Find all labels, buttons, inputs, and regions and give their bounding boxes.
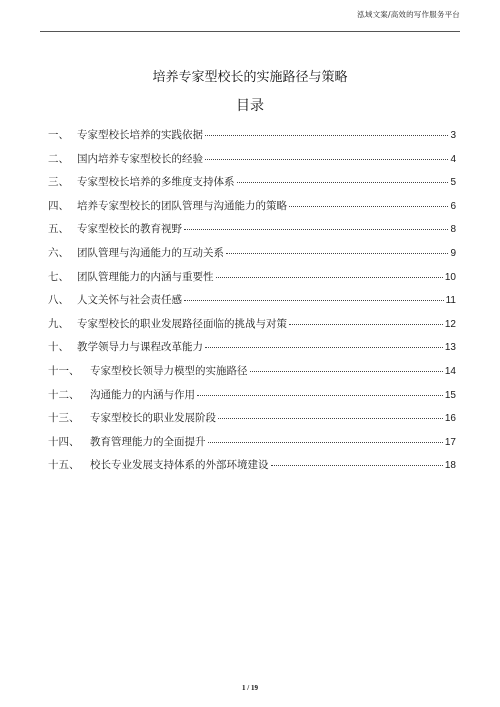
toc-entry-page[interactable]: 15: [444, 389, 456, 401]
toc-leader-dots: [237, 182, 449, 183]
toc-entry[interactable]: [48, 292, 456, 316]
toc-entry-number: 十三、: [48, 412, 80, 425]
toc-entry-number: 三、: [48, 176, 69, 189]
toc-entry[interactable]: [48, 434, 456, 458]
toc-entry-number: 一、: [48, 129, 69, 141]
toc-heading: 目录: [236, 98, 264, 114]
toc-leader-dots: [289, 206, 448, 207]
toc-entry-page[interactable]: 8: [450, 224, 456, 236]
toc-leader-dots: [205, 347, 443, 348]
header-divider: [40, 31, 460, 32]
toc-entry[interactable]: [48, 457, 456, 481]
toc-leader-dots: [289, 324, 443, 325]
toc-leader-dots: [197, 395, 443, 396]
toc-entry[interactable]: [48, 339, 456, 363]
toc-entry-page[interactable]: 9: [450, 247, 456, 259]
toc-entry[interactable]: [48, 363, 456, 387]
toc-entry[interactable]: [48, 174, 456, 198]
toc-entry-number: 十二、: [48, 388, 80, 401]
toc-entry-page[interactable]: 3: [450, 130, 456, 141]
toc-entry-page[interactable]: 13: [444, 342, 456, 354]
toc-leader-dots: [205, 159, 448, 160]
toc-entry-title[interactable]: 专家型校长的教育视野: [77, 223, 182, 236]
toc-entry-number: 八、: [48, 294, 69, 307]
toc-entry-page[interactable]: 17: [444, 436, 456, 448]
toc-entry[interactable]: [48, 316, 456, 340]
toc-entry[interactable]: [48, 245, 456, 269]
toc-entry-number: 十一、: [48, 364, 80, 377]
toc-entry-title[interactable]: 专家型校长领导力模型的实施路径: [90, 364, 248, 377]
toc-entry-title[interactable]: 校长专业发展支持体系的外部环境建设: [90, 459, 269, 472]
toc-entry-page[interactable]: 12: [444, 318, 456, 330]
toc-leader-dots: [271, 465, 443, 466]
toc-entry-number: 十、: [48, 341, 69, 354]
toc-entry-number: 六、: [48, 246, 69, 259]
toc-leader-dots: [205, 135, 448, 136]
toc-entry-number: 五、: [48, 223, 69, 236]
page-indicator: 1 / 19: [242, 684, 258, 692]
toc-entry-title[interactable]: 专家型校长的职业发展路径面临的挑战与对策: [77, 317, 287, 330]
toc-entry-title[interactable]: 团队管理能力的内涵与重要性: [77, 270, 214, 283]
toc-entry-page[interactable]: 4: [450, 153, 456, 165]
toc-entry-page[interactable]: 18: [444, 460, 456, 472]
table-of-contents: [48, 127, 456, 481]
toc-entry-page[interactable]: 14: [444, 365, 456, 377]
toc-leader-dots: [184, 300, 444, 301]
toc-entry[interactable]: [48, 198, 456, 222]
toc-entry-page[interactable]: 6: [450, 200, 456, 212]
document-title: 培养专家型校长的实施路径与策略: [152, 70, 348, 85]
toc-entry-number: 十四、: [48, 435, 80, 448]
toc-entry-title[interactable]: 沟通能力的内涵与作用: [90, 388, 195, 401]
toc-entry-page[interactable]: 10: [444, 271, 456, 283]
toc-entry[interactable]: [48, 387, 456, 411]
toc-entry[interactable]: [48, 151, 456, 175]
toc-entry[interactable]: [48, 410, 456, 434]
toc-leader-dots: [250, 371, 443, 372]
toc-entry-title[interactable]: 专家型校长的职业发展阶段: [90, 412, 216, 425]
toc-entry[interactable]: [48, 269, 456, 293]
toc-entry-number: 四、: [48, 199, 69, 212]
toc-entry-title[interactable]: 人文关怀与社会责任感: [77, 294, 182, 307]
toc-entry-page[interactable]: 16: [444, 413, 456, 425]
toc-entry-number: 七、: [48, 270, 69, 283]
toc-leader-dots: [208, 442, 443, 443]
toc-entry[interactable]: [48, 221, 456, 245]
toc-entry-number: 十五、: [48, 459, 80, 472]
toc-entry-title[interactable]: 团队管理与沟通能力的互动关系: [77, 246, 224, 259]
toc-leader-dots: [216, 277, 443, 278]
toc-leader-dots: [226, 253, 448, 254]
toc-entry-title[interactable]: 专家型校长培养的多维度支持体系: [77, 176, 235, 189]
toc-entry-page[interactable]: 5: [450, 177, 456, 189]
toc-entry-number: 二、: [48, 152, 69, 165]
toc-entry-number: 九、: [48, 317, 69, 330]
header-brand-text: 泓域文案/高效的写作服务平台: [357, 10, 460, 19]
toc-leader-dots: [218, 418, 443, 419]
toc-leader-dots: [184, 229, 448, 230]
toc-entry[interactable]: [48, 127, 456, 151]
toc-entry-title[interactable]: 国内培养专家型校长的经验: [77, 152, 203, 165]
toc-entry-title[interactable]: 教育管理能力的全面提升: [90, 435, 206, 448]
toc-entry-title[interactable]: 培养专家型校长的团队管理与沟通能力的策略: [77, 199, 287, 212]
toc-entry-title[interactable]: 专家型校长培养的实践依据: [77, 129, 203, 141]
toc-entry-page[interactable]: 11: [445, 295, 456, 307]
toc-entry-title[interactable]: 教学领导力与课程改革能力: [77, 341, 203, 354]
